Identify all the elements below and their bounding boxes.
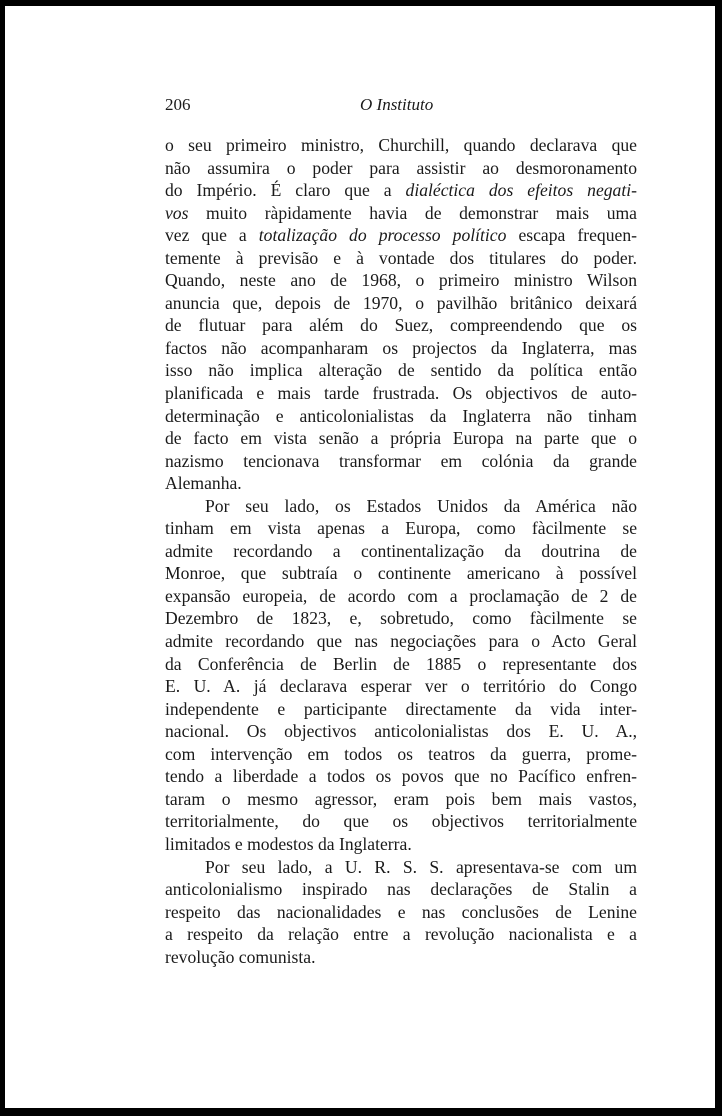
- italic-text-run: totalização do processo político: [258, 225, 507, 246]
- text-line: [165, 134, 637, 157]
- text-run: nacional. Os objectivos anticolonialistas dos E. U. A.,: [165, 721, 637, 742]
- text-line: [165, 946, 637, 969]
- text-run: Alemanha.: [165, 473, 242, 494]
- text-line: [165, 427, 637, 450]
- text-line: [165, 224, 637, 247]
- text-run: com intervenção em todos os teatros da guerra, prome-: [165, 743, 637, 764]
- text-line: [165, 202, 637, 225]
- text-line: [165, 720, 637, 743]
- text-line: [165, 923, 637, 946]
- text-run: territorialmente, do que os objectivos territorialmente: [165, 811, 637, 832]
- text-run: tendo a liberdade a todos os povos que no Pacífico enfren-: [165, 766, 637, 787]
- text-run: isso não implica alteração de sentido da política então: [165, 360, 637, 381]
- page-header: [165, 95, 645, 119]
- text-line: [165, 630, 637, 653]
- text-line: [165, 495, 637, 518]
- text-run: de facto em vista senão a própria Europa na parte que o: [165, 428, 637, 449]
- text-run: Quando, neste ano de 1968, o primeiro ministro Wilson: [165, 270, 637, 291]
- body-text: [165, 134, 637, 968]
- text-run: respeito das nacionalidades e nas conclusões de Lenine: [165, 901, 637, 922]
- text-line: [165, 337, 637, 360]
- text-run: expansão europeia, de acordo com a proclamação de 2 de: [165, 585, 637, 606]
- text-line: [165, 179, 637, 202]
- text-line: [165, 878, 637, 901]
- text-run: admite recordando que nas negociações para o Acto Geral: [165, 631, 637, 652]
- italic-text-run: dialéctica dos efeitos negati-: [405, 180, 637, 201]
- text-line: [165, 585, 637, 608]
- running-title: O Instituto: [360, 95, 434, 114]
- text-run: o seu primeiro ministro, Churchill, quando declarava que: [165, 135, 637, 155]
- text-line: [165, 743, 637, 766]
- text-line: [165, 472, 637, 495]
- text-run: Por seu lado, a U. R. S. S. apresentava-se com um: [205, 856, 637, 877]
- text-line: [165, 788, 637, 811]
- text-line: [165, 269, 637, 292]
- text-line: [165, 450, 637, 473]
- text-run: factos não acompanharam os projectos da Inglaterra, mas: [165, 337, 637, 358]
- text-run: anuncia que, depois de 1970, o pavilhão britânico deixará: [165, 292, 637, 313]
- text-run: planificada e mais tarde frustrada. Os objectivos de auto-: [165, 383, 637, 404]
- text-line: [165, 856, 637, 879]
- text-line: [165, 405, 637, 428]
- text-run: a respeito da relação entre a revolução nacionalista e a: [165, 924, 637, 945]
- text-run: escapa frequen-: [506, 225, 637, 246]
- text-line: [165, 314, 637, 337]
- text-run: Por seu lado, os Estados Unidos da América não: [205, 495, 637, 516]
- text-line: [165, 562, 637, 585]
- text-run: Monroe, que subtraía o continente americano à possível: [165, 563, 637, 584]
- text-line: [165, 653, 637, 676]
- italic-text-run: vos: [165, 202, 189, 223]
- text-line: [165, 607, 637, 630]
- text-run: Dezembro de 1823, e, sobretudo, como fàcilmente se: [165, 608, 637, 629]
- text-run: limitados e modestos da Inglaterra.: [165, 833, 412, 854]
- text-line: [165, 359, 637, 382]
- text-run: do Império. É claro que a: [165, 180, 406, 201]
- text-run: anticolonialismo inspirado nas declarações de Stalin a: [165, 879, 637, 900]
- text-line: [165, 292, 637, 315]
- text-run: muito ràpidamente havia de demonstrar mais uma: [188, 202, 637, 223]
- text-run: vez que a: [165, 225, 259, 246]
- text-line: [165, 833, 637, 856]
- text-run: tinham em vista apenas a Europa, como fàcilmente se: [165, 518, 637, 539]
- text-run: taram o mesmo agressor, eram pois bem mais vastos,: [165, 788, 637, 809]
- text-run: admite recordando a continentalização da doutrina de: [165, 540, 637, 561]
- text-line: [165, 810, 637, 833]
- text-run: não assumira o poder para assistir ao desmoronamento: [165, 157, 637, 178]
- page-number: 206: [165, 95, 191, 114]
- text-run: determinação e anticolonialistas da Inglaterra não tinham: [165, 405, 637, 426]
- text-line: [165, 540, 637, 563]
- text-run: de flutuar para além do Suez, compreendendo que os: [165, 315, 637, 336]
- text-line: [165, 901, 637, 924]
- text-line: [165, 698, 637, 721]
- text-run: E. U. A. já declarava esperar ver o território do Congo: [165, 676, 637, 697]
- text-run: da Conferência de Berlin de 1885 o representante dos: [165, 653, 637, 674]
- text-line: [165, 517, 637, 540]
- text-run: revolução comunista.: [165, 946, 316, 967]
- text-run: temente à previsão e à vontade dos titulares do poder.: [165, 247, 637, 268]
- text-line: [165, 247, 637, 270]
- text-run: independente e participante directamente da vida inter-: [165, 698, 637, 719]
- text-line: [165, 382, 637, 405]
- text-line: [165, 765, 637, 788]
- text-run: nazismo tencionava transformar em colónia da grande: [165, 450, 637, 471]
- text-line: [165, 157, 637, 180]
- book-page: [5, 6, 715, 1108]
- text-line: [165, 675, 637, 698]
